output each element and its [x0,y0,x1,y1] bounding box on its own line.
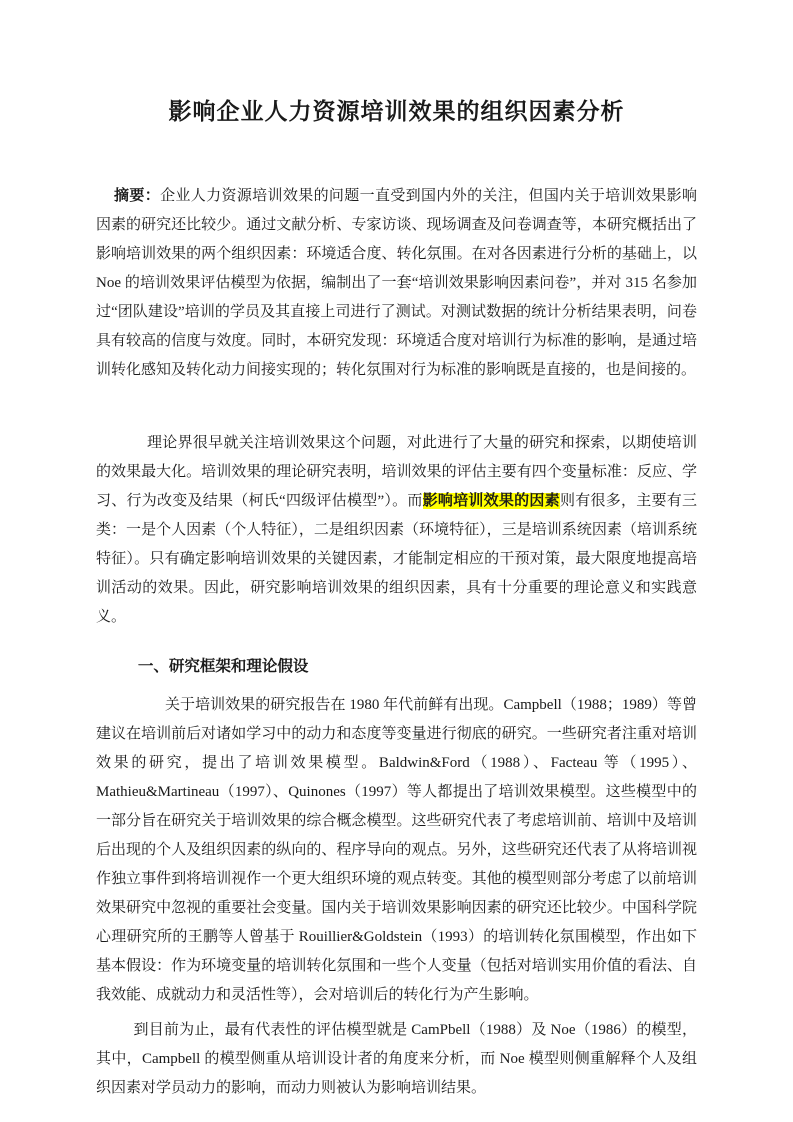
intro-text-after-highlight: 则有很多，主要有三类：一是个人因素（个人特征），二是组织因素（环境特征），三是培训系统因素（培训系统特征）。只有确定影响培训效果的关键因素，才能制定相应的干预对策，最大限度地提高培训活动的效果。因此，研究影响培训效果的组织因素，具有十分重要的理论意义和实践意义。 [96,493,697,625]
intro-paragraph [96,429,697,632]
abstract-paragraph [96,182,697,385]
section-1-heading: 一、研究框架和理论假设 [137,658,309,675]
intro-text-before-highlight: 理论界很早就关注培训效果这个问题，对此进行了大量的研究和探索，以期使培训的效果最大化。培训效果的理论研究表明，培训效果的评估主要有四个变量标准：反应、学习、行为改变及结果（柯氏“四级评估模型”）。而 [96,435,697,509]
highlighted-phrase: 影响培训效果的因素 [422,493,560,509]
section-1-paragraph-1: 关于培训效果的研究报告在 1980 年代前鲜有出现。Campbell（1988；1989）等曾建议在培训前后对诸如学习中的动力和态度等变量进行彻底的研究。一些研究者注重对培训效果的研究，提出了培训效果模型。Baldwin&Ford（1988）、Facteau 等（1995）、Mathieu&Martineau（1997）、Quinones（1997）等人都提出了培训效果模型。这些模型中的一部分旨在研究关于培训效果的综合概念模型。这些研究代表了考虑培训前、培训中及培训后出现的个人及组织因素的纵向的、程序导向的观点。另外，这些研究还代表了从将培训视作独立事件到将培训视作一个更大组织环境的观点转变。其他的模型则部分考虑了以前培训效果研究中忽视的重要社会变量。国内关于培训效果影响因素的研究还比较少。中国科学院心理研究所的王鹏等人曾基于 Rouillier&Goldstein（1993）的培训转化氛围模型，作出如下基本假设：作为环境变量的培训转化氛围和一些个人变量（包括对培训实用价值的看法、自我效能、成就动力和灵活性等），会对培训后的转化行为产生影响。 [96,697,697,1003]
abstract-label: 摘要： [114,188,161,204]
section-1-paragraph-2: 到目前为止，最有代表性的评估模型就是 CamPbell（1988）及 Noe（1986）的模型，其中，Campbell 的模型侧重从培训设计者的角度来分析，而 Noe 模型则侧重解释个人及组织因素对学员动力的影响，而动力则被认为影响培训结果。 [96,1022,697,1096]
abstract-text: 企业人力资源培训效果的问题一直受到国内外的关注，但国内关于培训效果影响因素的研究还比较少。通过文献分析、专家访谈、现场调查及问卷调查等，本研究概括出了影响培训效果的两个组织因素：环境适合度、转化氛围。在对各因素进行分析的基础上，以 Noe 的培训效果评估模型为依据，编制出了一套“培训效果影响因素问卷”，并对 315 名参加过“团队建设”培训的学员及其直接上司进行了测试。对测试数据的统计分析结果表明，问卷具有较高的信度与效度。同时，本研究发现：环境适合度对培训行为标准的影响，是通过培训转化感知及转化动力间接实现的；转化氛围对行为标准的影响既是直接的，也是间接的。 [96,188,697,378]
document-title: 影响企业人力资源培训效果的组织因素分析 [168,99,625,124]
